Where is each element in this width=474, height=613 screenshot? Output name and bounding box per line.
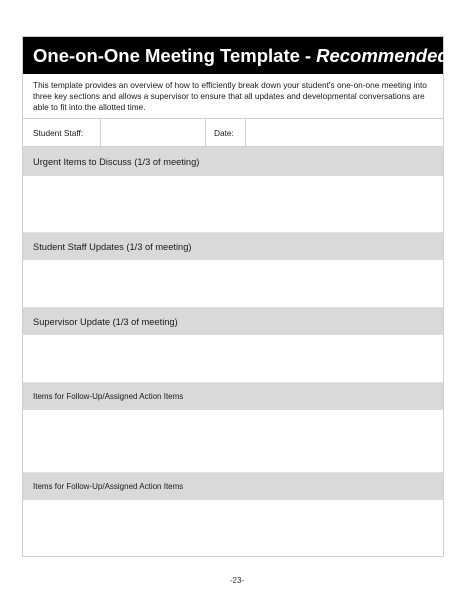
section-header-follow-up-2: Items for Follow-Up/Assigned Action Items <box>23 473 443 500</box>
section-header-student-updates: Student Staff Updates (1/3 of meeting) <box>23 233 443 260</box>
section-notes-follow-up-1[interactable] <box>23 410 443 473</box>
section-notes-follow-up-2[interactable] <box>23 500 443 556</box>
title-separator: - <box>304 44 312 66</box>
meeting-template-form <box>22 36 449 557</box>
date-field[interactable] <box>246 119 443 146</box>
page-title: One-on-One Meeting Template <box>33 44 300 66</box>
date-label: Date: <box>206 119 246 146</box>
staff-date-row <box>23 119 443 147</box>
intro-text: This template provides an overview of how to efficiently break down your student's one-on-one meeting into three key sections and allows a supervisor to ensure that all updates and developmental conversations are able to fit into the allotted time. <box>23 74 443 119</box>
section-notes-student-updates[interactable] <box>23 260 443 308</box>
section-notes-urgent-items[interactable] <box>23 176 443 233</box>
section-header-urgent-items: Urgent Items to Discuss (1/3 of meeting) <box>23 147 443 176</box>
student-staff-label: Student Staff: <box>23 119 101 146</box>
section-header-follow-up-1: Items for Follow-Up/Assigned Action Items <box>23 383 443 410</box>
section-notes-supervisor-update[interactable] <box>23 335 443 383</box>
title-bar <box>23 37 449 74</box>
page-number: -23- <box>229 576 245 585</box>
page-subtitle: Recommended <box>316 44 449 66</box>
student-staff-field[interactable] <box>101 119 206 146</box>
section-header-supervisor-update: Supervisor Update (1/3 of meeting) <box>23 308 443 335</box>
